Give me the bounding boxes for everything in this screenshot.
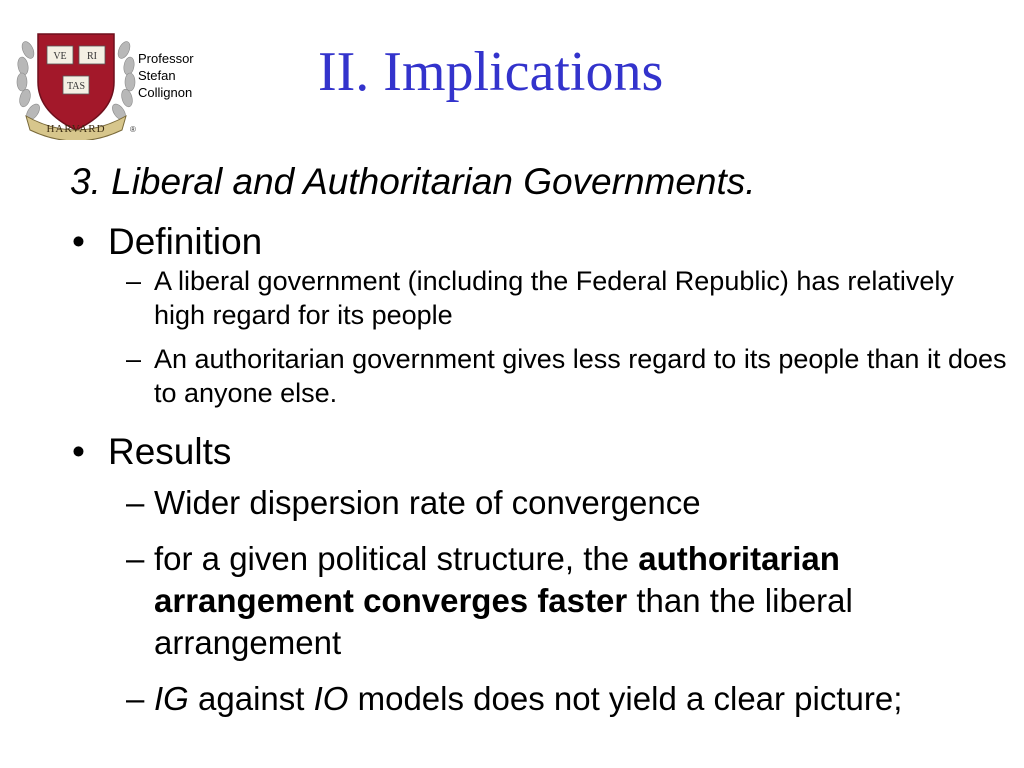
svg-text:®: ® — [130, 125, 136, 134]
bullet-definition — [70, 220, 1010, 264]
slide-title: II. Implications — [318, 41, 664, 103]
sub-bullet — [70, 342, 1010, 410]
sub-bullet-text: A liberal government (including the Federal Republic) has relatively high regard for its people — [154, 266, 954, 330]
sub-bullet-text: against — [188, 680, 314, 717]
sub-bullet-text: Wider dispersion rate of convergence — [154, 484, 701, 521]
svg-text:TAS: TAS — [66, 81, 86, 92]
term-io: IO — [313, 680, 349, 717]
svg-text:HARVARD: HARVARD — [46, 123, 106, 135]
term-ig: IG — [154, 680, 189, 717]
sub-bullet-text-start: for a given political structure, the — [154, 540, 639, 577]
dash-marker: – — [126, 344, 142, 374]
bullet-marker: • — [72, 221, 85, 262]
sub-bullet-text-end: than the liberal arrangement — [154, 582, 853, 661]
sub-bullet — [70, 482, 1010, 524]
sub-bullet — [70, 538, 1010, 664]
section-subtitle: 3. Liberal and Authoritarian Governments. — [70, 161, 756, 202]
dash-marker: – — [126, 484, 145, 521]
harvard-shield-logo — [14, 20, 138, 140]
sub-bullet — [70, 678, 1010, 720]
book-bottom — [63, 76, 89, 94]
dash-marker: – — [126, 540, 145, 577]
sub-bullet-emphasis: authoritarian arrangement converges faster — [154, 540, 840, 619]
sub-bullet-text: An authoritarian government gives less regard to its people than it does to anyone else. — [154, 344, 1007, 408]
svg-text:VE: VE — [53, 51, 67, 62]
bullet-heading: Definition — [108, 221, 263, 262]
author-block — [138, 50, 194, 101]
slide-body — [70, 220, 1010, 734]
bullet-results — [70, 430, 1010, 474]
dash-marker: – — [126, 266, 142, 296]
sub-bullet-text: models does not yield a clear picture; — [348, 680, 903, 717]
book-right — [79, 46, 105, 64]
dash-marker: – — [126, 680, 145, 717]
author-line-first-name: Stefan — [138, 68, 176, 83]
bullet-heading: Results — [108, 431, 232, 472]
svg-text:RI: RI — [87, 51, 97, 62]
book-left — [47, 46, 73, 64]
bullet-marker: • — [72, 431, 85, 472]
sub-bullet — [70, 264, 1010, 332]
author-line-last-name: Collignon — [138, 85, 193, 100]
author-line-professor: Professor — [138, 51, 194, 66]
